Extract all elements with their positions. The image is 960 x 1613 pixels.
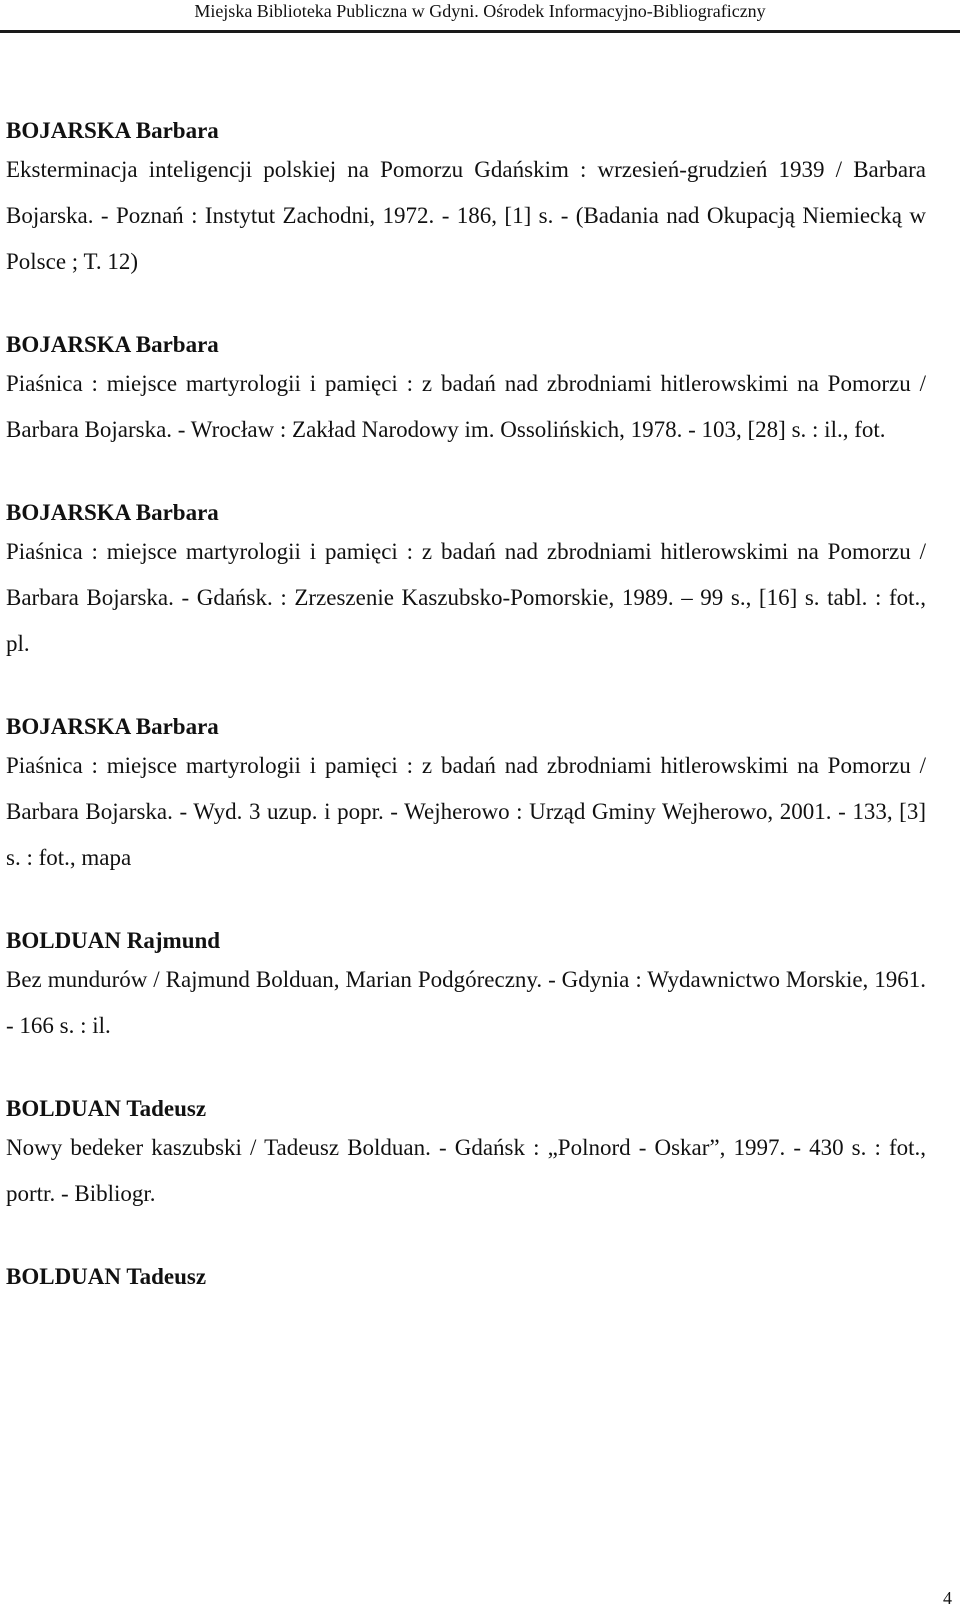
bibliography-entry-partial [6,1263,926,1291]
entry-description: Piaśnica : miejsce martyrologii i pamięci : z badań nad zbrodniami hitlerowskimi na Pomorzu / Barbara Bojarska. - Wyd. 3 uzup. i popr. - Wejherowo : Urząd Gminy Wejherowo, 2001. - 133, [3] s. : fot., mapa [6,753,926,870]
bibliography-entry [6,117,926,285]
entry-author: BOLDUAN Rajmund [6,928,221,953]
entry-author: BOJARSKA Barbara [6,714,219,739]
bibliography-list [6,117,926,1337]
bibliography-entry [6,927,926,1049]
entry-description: Nowy bedeker kaszubski / Tadeusz Bolduan. - Gdańsk : „Polnord - Oskar”, 1997. - 430 s. : fot., portr. - Bibliogr. [6,1135,926,1206]
bibliography-entry [6,1095,926,1217]
entry-author: BOJARSKA Barbara [6,500,219,525]
entry-author: BOJARSKA Barbara [6,332,219,357]
entry-author: BOLDUAN Tadeusz [6,1264,207,1289]
bibliography-entry [6,499,926,667]
bibliography-entry [6,331,926,453]
entry-description: Piaśnica : miejsce martyrologii i pamięci : z badań nad zbrodniami hitlerowskimi na Pomorzu / Barbara Bojarska. - Wrocław : Zakład Narodowy im. Ossolińskich, 1978. - 103, [28] s. : il., fot. [6,371,926,442]
bibliography-entry [6,713,926,881]
page-number: 4 [943,1588,952,1608]
entry-description: Piaśnica : miejsce martyrologii i pamięci : z badań nad zbrodniami hitlerowskimi na Pomorzu / Barbara Bojarska. - Gdańsk. : Zrzeszenie Kaszubsko-Pomorskie, 1989. – 99 s., [16] s. tabl. : fot., pl. [6,539,926,656]
entry-author: BOJARSKA Barbara [6,118,219,143]
header-divider [0,30,960,33]
page-header [0,0,960,30]
header-title: Miejska Biblioteka Publiczna w Gdyni. Ośrodek Informacyjno-Bibliograficzny [194,1,766,21]
entry-description: Bez mundurów / Rajmund Bolduan, Marian Podgóreczny. - Gdynia : Wydawnictwo Morskie, 1961. - 166 s. : il. [6,967,926,1038]
entry-description: Eksterminacja inteligencji polskiej na Pomorzu Gdańskim : wrzesień-grudzień 1939 / Barbara Bojarska. - Poznań : Instytut Zachodni, 1972. - 186, [1] s. - (Badania nad Okupacją Niemiecką w Polsce ; T. 12) [6,157,926,274]
entry-author: BOLDUAN Tadeusz [6,1096,207,1121]
